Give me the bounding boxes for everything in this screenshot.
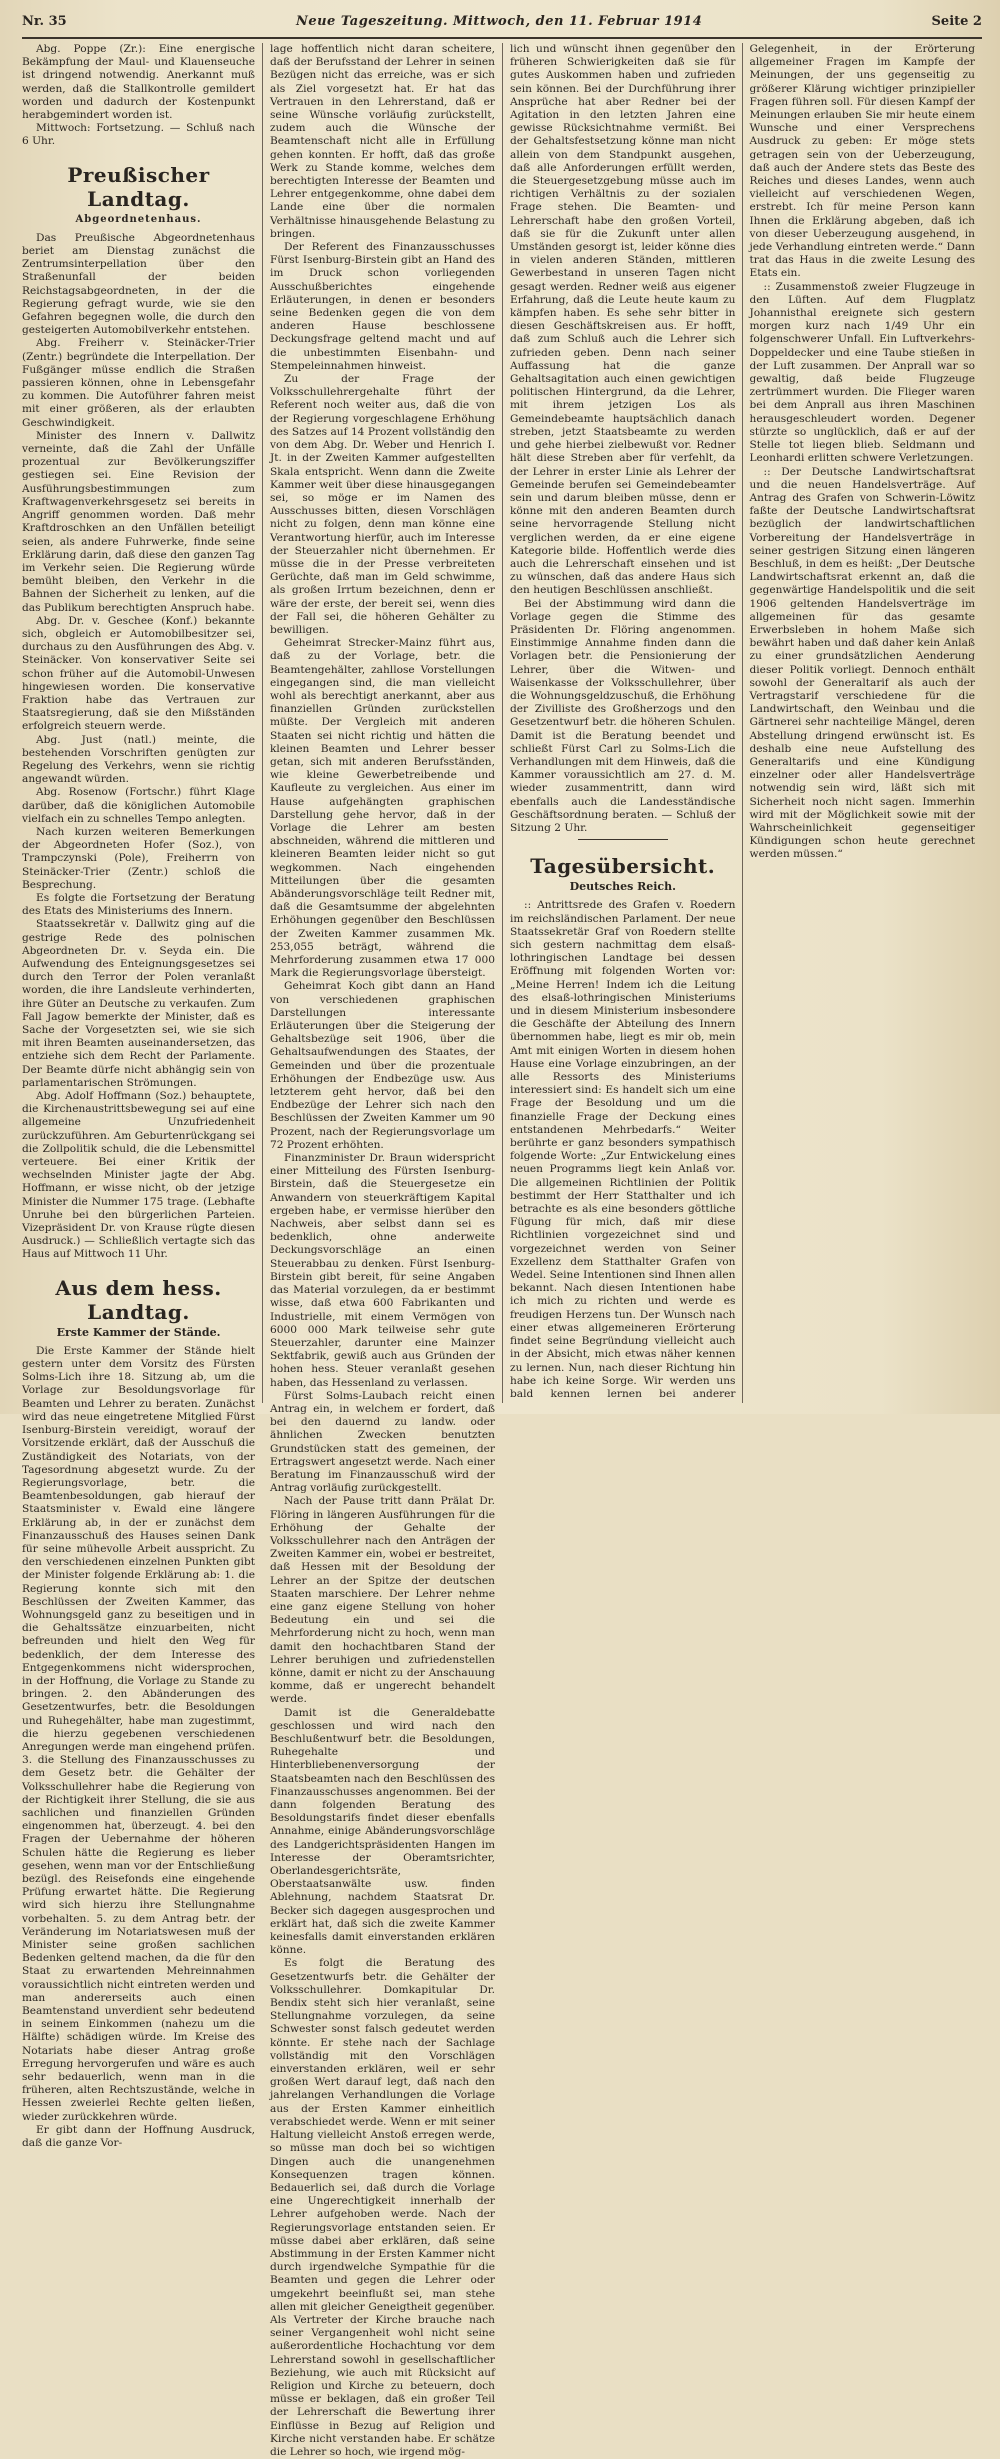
article-paragraph: Finanzminister Dr. Braun widerspricht einer Mitteilung des Fürsten Isenburg-Birstein, daß die Steuergesetze ein Anwandern von steuerkräftigem Kapital ergeben habe, er vermisse hierüber den Nachweis, aber selbst dann sei es bedenklich, ohne anderweite Deckungsvorschläge an einen Steuerabbau zu denken. Fürst Isenburg-Birstein gibt bereit, für seine Angaben das Material vorzulegen, da er bestimmt wisse, daß etwa 600 Fabrikanten und Industrielle, mit einem Vermögen von 6000 000 Mark teilweise sehr gute Steuerzahler, darunter eine Mainzer Sektfabrik, gewiß auch aus Gründen der hohen hess. Steuer veranlaßt gesehen haben, das Hessenland zu verlassen. (270, 1152, 495, 1389)
article-paragraph: Fürst Solms-Laubach reicht einen Antrag ein, in welchem er fordert, daß bei den dauernd zu landw. oder ähnlichen Zwecken benutzten Grundstücken statt des gemeinen, der Ertragswert angesetzt werde. Nach einer Beratung im Finanzausschuß wird der Antrag vorläufig zurückgestellt. (270, 1389, 495, 1495)
article-paragraph: lage hoffentlich nicht daran scheitere, daß der Berufsstand der Lehrer in seinen Bezügen nicht das erreiche, was er sich als Ziel vorgesetzt hat. Er hat das Vertrauen in den Lehrerstand, daß er seine Wünsche vorläufig zurückstellt, zudem auch die Wünsche der Beamtenschaft nicht alle in Erfüllung gehen konnten. Er hofft, daß das große Werk zu Stande komme, welches dem berechtigten Interesse der Beamten und Lehrer entgegenkomme, ohne dabei dem Lande eine über die normalen Verhältnisse hinausgehende Belastung zu bringen. (270, 43, 495, 240)
article-paragraph: Geheimrat Koch gibt dann an Hand von verschiedenen graphischen Darstellungen interessante Erläuterungen über die Steigerung der Gehaltsbezüge seit 1906, über die Gehaltsaufwendungen des Staates, der Gemeinden und über die prozentuale Erhöhungen der Endbezüge usw. Aus letzterem geht hervor, daß bei den Endbezüge der Lehrer sich nach den Beschlüssen der Zweiten Kammer um 90 Prozent, nach der Regierungsvorlage um 72 Prozent erhöhten. (270, 980, 495, 1151)
article-body (22, 1345, 255, 2150)
masthead (22, 14, 982, 39)
article-paragraph: Bei der Abstimmung wird dann die Vorlage gegen die Stimme des Präsidenten Dr. Flöring angenommen. Einstimmige Annahme finden dann die Vorlagen betr. die Pensionierung der Lehrer, über die Witwen- und Waisenkasse der Volksschullehrer, über die Wohnungsgeldzuschuß, die Erhöhung der Zivilliste des Großherzogs und den Gesetzentwurf betr. die höheren Schulen. Damit ist die Beratung beendet und schließt Fürst Carl zu Solms-Lich die Verhandlungen mit dem Hinweis, daß die Kammer voraussichtlich am 27. d. M. wieder zusammentritt, dann wird ebenfalls auch die Landesständische Geschäftsordnung beraten. — Schluß der Sitzung 2 Uhr. (510, 597, 736, 834)
article-paragraph: Zu der Frage der Volksschullehrergehalte führt der Referent noch weiter aus, daß die von der Regierung vorgeschlagene Erhöhung des Satzes auf 14 Prozent vollständig den von dem Abg. Dr. Weber und Henrich I. Jt. in der Zweiten Kammer aufgestellten Skala entspricht. Wenn dann die Zweite Kammer weit über diese hinausgegangen sei, so möge er im Namen des Ausschusses bitten, diesen Vorschlägen nicht zu folgen, denn man könne eine Verantwortung hierfür, auch im Interesse der Steuerzahler nicht übernehmen. Er müsse die in der Presse verbreiteten Gerüchte, daß man im Geld schwimme, als großen Irrtum bezeichnen, denn er wäre der erste, der bereit sei, wenn dies der Fall sei, die höheren Gehälter zu bewilligen. (270, 373, 495, 636)
article-paragraph: Abg. Dr. v. Geschee (Konf.) bekannte sich, obgleich er Automobilbesitzer sei, durchaus zu den Ausführungen des Abg. v. Steinäcker. Von konservativer Seite sei schon früher auf die Automobil-Unwesen hingewiesen worden. Die konservative Fraktion habe das Vertrauen zur Staatsregierung, daß sie den Mißständen erfolgreich steuern werde. (22, 614, 255, 733)
columns (22, 43, 982, 2458)
column-2 (262, 43, 502, 2458)
section-subheading: Deutsches Reich. (569, 880, 676, 894)
article-paragraph: Abg. Freiherr v. Steinäcker-Trier (Zentr.) begründete die Interpellation. Der Fußgänger müsse endlich die Straßen passieren können, ohne in Lebensgefahr zu kommen. Die Autoführer fahren meist mit einer größeren, als der erlaubten Geschwindigkeit. (22, 337, 255, 429)
article-paragraph: Nach der Pause tritt dann Prälat Dr. Flöring in längeren Ausführungen für die Erhöhung der Gehalte der Volksschullehrer nach den Anträgen der Zweiten Kammer ein, wobei er bestreitet, daß Hessen mit der Besoldung der Lehrer an der Spitze der deutschen Staaten marschiere. Der Lehrer nehme eine ganz eigene Stellung von hoher Bedeutung ein und sei die Mehrforderung nicht zu hoch, wenn man damit den hochachtbaren Stand der Lehrer beruhigen und zufriedenstellen könne, damit er nicht zu der Anschauung komme, daß er ungerecht behandelt werde. (270, 1495, 495, 1706)
article-paragraph: Die Erste Kammer der Stände hielt gestern unter dem Vorsitz des Fürsten Solms-Lich ihre 18. Sitzung ab, um die Vorlage zur Besoldungsvorlage für Beamten und Lehrer zu beraten. Zunächst wird das neue eingetretene Mitglied Fürst Isenburg-Birstein vereidigt, worauf der Vorsitzende erklärt, daß der Ausschuß die Zuständigkeit des Notariats, von der Tagesordnung abgesetzt wurde. Zu der Regierungsvorlage, betr. die Beamtenbesoldungen, gab hierauf der Staatsminister v. Ewald eine längere Erklärung ab, in der er zunächst dem Finanzausschuß des Hauses seinen Dank für seine mühevolle Arbeit ausspricht. Zu den verschiedenen einzelnen Punkten gibt der Minister folgende Erklärung ab: 1. die Regierung konnte sich mit den Beschlüssen der Zweiten Kammer, das Wohnungsgeld ganz zu beseitigen und in die Gehaltssätze einzuarbeiten, nicht befreunden und hielt den Weg für bedenklich, der dem Interesse des Entgegenkommens nicht widersprochen, in der Hoffnung, die Vorlage zu Stande zu bringen. 2. den Abänderungen des Gesetzentwurfes, betr. die Besoldungen und Ruhegehälter, habe man zugestimmt, die hierzu gegebenen verschiedenen Anregungen werde man eingehend prüfen. 3. die Stellung des Finanzausschusses zu dem Gesetz betr. die Gehälter der Volksschullehrer habe die Regierung von der Richtigkeit ihrer Stellung, die sie aus sachlichen und finanziellen Gründen eingenommen hat, überzeugt. 4. bei den Fragen der Uebernahme der höheren Schulen hätte die Regierung es lieber gesehen, wenn man vor der Entschließung bezügl. des Reisefonds eine eingehende Prüfung erwartet hätte. Die Regierung wird sich hierzu ihre Stellungnahme vorbehalten. 5. zu dem Antrag betr. der Veränderung im Notariatswesen muß der Minister seine großen sachlichen Bedenken geltend machen, da die für den Staat zu erwartenden Mehreinnahmen voraussichtlich nicht eintreten werden und man andererseits auch einen Beamtenstand unverdient sehr bedeutend in seinem Einkommen (nahezu um die Hälfte) schädigen würde. Im Kreise des Notariats habe dieser Antrag große Erregung hervorgerufen und wäre es auch sehr bedauerlich, wenn man in die früheren, alten Rechtszustände, welche in Hessen zweierlei Rechte gelten ließen, wieder zurückkehren würde. (22, 1344, 255, 2123)
article-paragraph: Es folgte die Fortsetzung der Beratung des Etats des Ministeriums des Innern. (22, 891, 255, 918)
article-body (22, 232, 255, 1262)
article-paragraph: Abg. Adolf Hoffmann (Soz.) behauptete, die Kirchenaustrittsbewegung sei auf eine allgemeine Unzufriedenheit zurückzuführen. Am Geburtenrückgang sei die Zollpolitik schuld, die die Lebensmittel verteuere. Bei einer Kritik der wechselnden Minister jagte der Abg. Hoffmann, er wisse nicht, ob der jetzige Minister die Nummer 175 trage. (Lebhafte Unruhe bei den bürgerlichen Parteien. Vizepräsident Dr. von Krause rügte diesen Ausdruck.) — Schließlich vertagte sich das Haus auf Mittwoch 11 Uhr. (22, 1090, 255, 1261)
section-heading-prussian-landtag: Preußischer Landtag. (67, 162, 210, 211)
article-paragraph: Abg. Rosenow (Fortschr.) führt Klage darüber, daß die königlichen Automobile vielfach ein zu schnelles Tempo anlegten. (22, 786, 255, 825)
column-3-flow (510, 43, 975, 1403)
article-paragraph: lich und wünscht ihnen gegenüber den früheren Schwierigkeiten daß sie für gutes Auskommen haben und zufrieden sein können. Bei der Durchführung ihrer Ansprüche hat aber Redner bei der Agitation in den letzten Jahren eine gewisse Rücksichtnahme vermißt. Bei der Gehaltsfestsetzung könne man nicht allein von dem Standpunkt ausgehen, daß alle Anforderungen erfüllt werden, die Steuergesetzgebung müsse auch im richtigen Verhältnis zu der sozialen Frage stehen. Die Beamten- und Lehrerschaft habe den großen Vorteil, daß sie für die Zukunft unter allen Umständen gesorgt ist, leider könne dies in vielen anderen Ständen, mittleren Gewerbestand in unseren Tagen nicht gesagt werden. Redner weiß aus eigener Erfahrung, daß die Leute heute kaum zu kämpfen haben. Es sehe sehr bitter in diesen Geschäftskreisen aus. Er hofft, daß zum Schluß auch die Lehrer sich zufrieden geben. Denn nach seiner Auffassung hat die ganze Gehaltsagitation auch einen gewichtigen politischen Hintergrund, da die Lehrer, mit ihrem jetzigen Los als Gemeindebeamte hauptsächlich danach streben, jetzt Staatsbeamte zu werden und gehe hierbei zielbewußt vor. Redner hält diese Streben aber für verfehlt, da der Lehrer in erster Linie als Lehrer der Gemeinde berufen sei Gemeindebeamter sein und darum bleiben müsse, denn er könne mit den anderen Beamten durch seine hervorragende Stellung nicht verglichen werden, da er eine eigene Kategorie bilde. Hoffentlich werde dies auch die Lehrerschaft einsehen und ist zu wünschen, daß das andere Haus sich den heutigen Beschlüssen anschließt. (510, 43, 736, 597)
article-paragraph: Abg. Just (natl.) meinte, die bestehenden Vorschriften genügten zur Regelung des Verkehrs, wenn sie richtig angewandt würden. (22, 733, 255, 786)
article-paragraph: :: Zusammenstoß zweier Flugzeuge in den Lüften. Auf dem Flugplatz Johannisthal ereignete sich gestern morgen kurz nach 1/49 Uhr ein folgenschwerer Unfall. Ein Luftverkehrs-Doppeldecker und eine Taube stießen in der Luft zusammen. Der Anprall war so gewaltig, daß beide Flugzeuge zertrümmert wurden. Die Flieger waren bei dem Anprall aus ihren Maschinen herausgeschleudert worden. Degener stürzte so unglücklich, daß er auf der Stelle tot liegen blieb. Seldmann und Leonhardi erlitten schwere Verletzungen. (749, 280, 975, 465)
article-paragraph: Minister des Innern v. Dallwitz verneinte, daß die Zahl der Unfälle prozentual zur Bevölkerungsziffer gestiegen sei. Eine Revision der Ausführungsbestimmungen zum Kraftwagenverkehrsgesetz sei bereits in Angriff genommen worden. Daß mehr Kraftdroschken an den Unfällen beteiligt seien, als andere Fuhrwerke, finde seine Erklärung darin, daß diese den ganzen Tag im Verkehr seien. Die Regierung würde bemüht bleiben, den Verkehr in die Bahnen der Sicherheit zu lenken, auf die das Publikum berechtigten Anspruch habe. (22, 429, 255, 614)
section-heading-hessian-landtag: Aus dem hess. Landtag. (55, 1275, 222, 1324)
article-paragraph: :: Antrittsrede des Grafen v. Roedern im reichsländischen Parlament. Der neue Staatssekretär Graf von Roedern stellte sich gestern nachmittag dem elsaß-lothringischen Landtage bei dessen Eröffnung mit folgenden Worten vor: „Meine Herren! Indem ich die Leitung des elsaß-lothringischen Ministeriums und in diesem Ministerium insbesondere die Geschäfte der Abteilung des Innern übernommen habe, liegt es mir ob, mein Amt mit einigen Worten in diesem hohen Hause eine Vorlage einzubringen, an der alle Ressorts des Ministeriums interessiert sind: Es handelt sich um eine Frage der Besoldung und um die finanzielle Frage der Deckung eines entstandenen Mehrbedarfs.“ Weiter berührte er ganz besonders sympathisch folgende Worte: „Zur Entwickelung eines neuen Programms liegt kein Anlaß vor. Die allgemeinen Richtlinien der Politik bestimmt der Herr Statthalter und ich betrachte es als eine besonders göttliche Fügung für mich, daß mir diese Richtlinien vorgezeichnet sind und vorgezeichnet werden von Seiner Exzellenz dem Statthalter Grafen von Wedel. Seine Intentionen sind Ihnen allen bekannt. Nach diesen Intentionen habe ich mich zu richten und werde es freudigen Herzens tun. Der Wunsch nach einer etwas allgemeineren Erörterung findet seine Begründung vielleicht auch in der Absicht, mich etwas näher kennen zu lernen. Nun, nach dieser Richtung hin habe ich keine Sorge. Wir werden uns bald kennen lernen bei anderer Gelegenheit, in der Erörterung allgemeiner Fragen im Kampfe der Meinungen, der uns gegenseitig zu größerer Klärung wichtiger prinzipieller Fragen führen soll. Für diesen Kampf der Meinungen erlauben Sie mir heute einem Wunsche und einer Versprechens Ausdruck zu geben: Er möge stets getragen sein von der Ueberzeugung, daß auch der Andere stets das Beste des Reiches und dieses Landes, wenn auch vielleicht auf verschiedenen Wegen, erstrebt. Ich für meine Person kann Ihnen die Erklärung abgeben, daß ich von dieser Ueberzeugung ausgehend, in jede Verhandlung eintreten werde.“ Dann trat das Haus in die zweite Lesung des Etats ein. (510, 43, 975, 1400)
section-subheading: Abgeordnetenhaus. (75, 213, 202, 225)
column-1 (22, 43, 262, 2150)
newspaper-date-line: Neue Tageszeitung. Mittwoch, den 11. Februar 1914 (295, 14, 703, 29)
article-paragraph: :: Der Deutsche Landwirtschaftsrat und die neuen Handelsverträge. Auf Antrag des Grafen von Schwerin-Löwitz faßte der Deutsche Landwirtschaftsrat bezüglich der landwirtschaftlichen Vorbereitung der Handelsverträge in seiner gestrigen Sitzung einen längeren Beschluß, in dem es heißt: „Der Deutsche Landwirtschaftsrat erkennt an, daß die gegenwärtige Handelspolitik und die seit 1906 geltenden Handelsverträge im allgemeinen für das gesamte Erwerbsleben in hohem Maße sich bewährt haben und daß daher kein Anlaß zu einer grundsätzlichen Aenderung dieser Politik vorliegt. Dennoch enthält sowohl der Generaltarif als auch der Vertragstarif verschiedene für die Landwirtschaft, den Weinbau und die Gärtnerei sehr nachteilige Mängel, deren Abstellung dringend erwünscht ist. Es deshalb eine neue Aufstellung des Generaltarifs und eine Kündigung einzelner oder aller Handelsverträge notwendig sein wird, läßt sich mit Sicherheit noch nicht sagen. Immerhin wird mit der Möglichkeit sowie mit der Wahrscheinlichkeit gegenseitiger Kündigungen schon heute gerechnet werden müssen.“ (749, 465, 975, 861)
article-paragraph: Nach kurzen weiteren Bemerkungen der Abgeordneten Hofer (Soz.), von Trampczynski (Pole), Freiherrn von Steinäcker-Trier (Zentr.) schloß die Besprechung. (22, 825, 255, 891)
article-paragraph: Damit ist die Generaldebatte geschlossen und wird nach den Beschlußentwurf betr. die Besoldungen, Ruhegehalte und Hinterbliebenenversorgung der Staatsbeamten nach den Beschlüssen des Finanzausschusses angenommen. Bei der dann folgenden Beratung des Besoldungstarifs findet dieser ebenfalls Annahme, einige Abänderungsvorschläge des Landgerichtspräsidenten Hangen im Interesse der Oberamtsrichter, Oberlandesgerichtsräte, Oberstaatsanwälte usw. finden Ablehnung, nachdem Staatsrat Dr. Becker sich dagegen ausgesprochen und erklärt hat, daß sich die zweite Kammer keinesfalls damit einverstanden erklären könne. (270, 1706, 495, 1957)
page-label: Seite 2 (931, 14, 982, 29)
column-3 (502, 43, 982, 1403)
article-paragraph: Abg. Poppe (Zr.): Eine energische Bekämpfung der Maul- und Klauenseuche ist dringend notwendig. Anerkannt muß werden, daß die Stallkontrolle gemildert worden und dadurch der Kostenpunkt herabgemindert worden ist. (22, 43, 255, 122)
article-paragraph: Es folgt die Beratung des Gesetzentwurfs betr. die Gehälter der Volksschullehrer. Domkapitular Dr. Bendix steht sich hier veranlaßt, seine Stellungnahme vorzulegen, da seine Schwester sonst falsch gedeutet werden könnte. Er stehe nach der Sachlage vollständig mit den Vorschlägen einverstanden erklären, weil er sehr großen Wert darauf legt, daß nach den jahrelangen Verhandlungen die Vorlage aus der Ersten Kammer einheitlich verabschiedet werde. Wenn er mit seiner Haltung vielleicht Anstoß erregen werde, so müsse man doch bei so wichtigen Dingen auch die unangenehmen Konsequenzen tragen können. Bedauerlich sei, daß durch die Vorlage eine Ungerechtigkeit innerhalb der Lehrer aufgehoben werde. Nach der Regierungsvorlage entstanden seien. Er müsse dabei aber erklären, daß seine Abstimmung in der Ersten Kammer nicht durch irgendwelche Sympathie für die Beamten und gegen die Lehrer oder umgekehrt beeinflußt sei, man stehe allen mit gleicher Geneigtheit gegenüber. Als Vertreter der Kirche brauche nach seiner Vergangenheit wohl nicht seine außerordentliche Hochachtung vor dem Lehrerstand sowohl in gesellschaftlicher Beziehung, wie auch mit Rücksicht auf Religion und Kirche zu beteuern, doch müsse er beklagen, daß ein großer Teil der Lehrerschaft die Bewertung ihrer Einflüsse in Bezug auf Religion und Kirche nicht verstanden habe. Er schätze die Lehrer so hoch, wie irgend mög- (270, 1957, 495, 2458)
divider (578, 839, 668, 840)
article-paragraph: Mittwoch: Fortsetzung. — Schluß nach 6 Uhr. (22, 122, 255, 148)
article-paragraph: Der Referent des Finanzausschusses Fürst Isenburg-Birstein gibt an Hand des im Druck schon vorliegenden Ausschußberichtes eingehende Erläuterungen, in denen er besonders seine Bedenken gegen die von dem anderen Hause beschlossene Deckungsfrage geltend macht und auf die unbestimmten Eisenbahn- und Stempeleinnahmen hinweist. (270, 241, 495, 372)
article-paragraph: Das Preußische Abgeordnetenhaus beriet am Dienstag zunächst die Zentrumsinterpellation über den Straßenunfall der beiden Reichstagsabgeordneten, in der die Regierung gefragt wurde, wie sie den Gefahren begegnen wolle, die durch den gesteigerten Automobilverkehr entstehen. (22, 231, 255, 337)
article-paragraph: Geheimrat Strecker-Mainz führt aus, daß zu der Vorlage, betr. die Beamtengehälter, zahllose Vorstellungen eingegangen sind, die man vielleicht wohl als berechtigt anerkannt, aber aus finanziellen Gründen zurückstellen müßte. Der Vergleich mit anderen Staaten sei nicht richtig und hätten die kleinen Beamten und Lehrer besser getan, sich mit anderen Berufsständen, wie kleine Gewerbetreibende und Kaufleute zu vergleichen. Aus einer im Hause aufgehängten graphischen Darstellung gehe hervor, daß in der Vorlage die Lehrer am besten abschneiden, während die mittleren und kleineren Beamten leider nicht so gut wegkommen. Nach eingehenden Mitteilungen über die gesamten Abänderungsvorschläge teilt Redner mit, daß die Gesamtsumme der abgelehnten Erhöhungen gegenüber den Beschlüssen der Zweiten Kammer zusammen Mk. 253,055 beträgt, während die Mehrforderung zusammen etwa 17 000 Mark die Regierungsvorlage übersteigt. (270, 637, 495, 980)
section-subheading: Erste Kammer der Stände. (56, 1325, 221, 1339)
article-paragraph: Er gibt dann der Hoffnung Ausdruck, daß die ganze Vor- (22, 2123, 255, 2150)
page-number: Nr. 35 (22, 14, 67, 29)
article-paragraph: Staatssekretär v. Dallwitz ging auf die gestrige Rede des polnischen Abgeordneten Dr. v. Seyda ein. Die Aufwendung des Enteignungsgesetzes sei durch den Terror der Polen veranlaßt worden, die ihre Landsleute verhinderten, ihre Güter an Deutsche zu verkaufen. Zum Fall Jagow bemerkte der Minister, daß es Sache der Vorgesetzten sei, wie sie sich mit ihren Beamten auseinandersetzen, das entziehe sich dem Recht der Parlamente. Der Beamte dürfe nicht abhängig sein von parlamentarischen Strömungen. (22, 918, 255, 1089)
section-heading-daily-overview: Tagesübersicht. (530, 854, 716, 879)
